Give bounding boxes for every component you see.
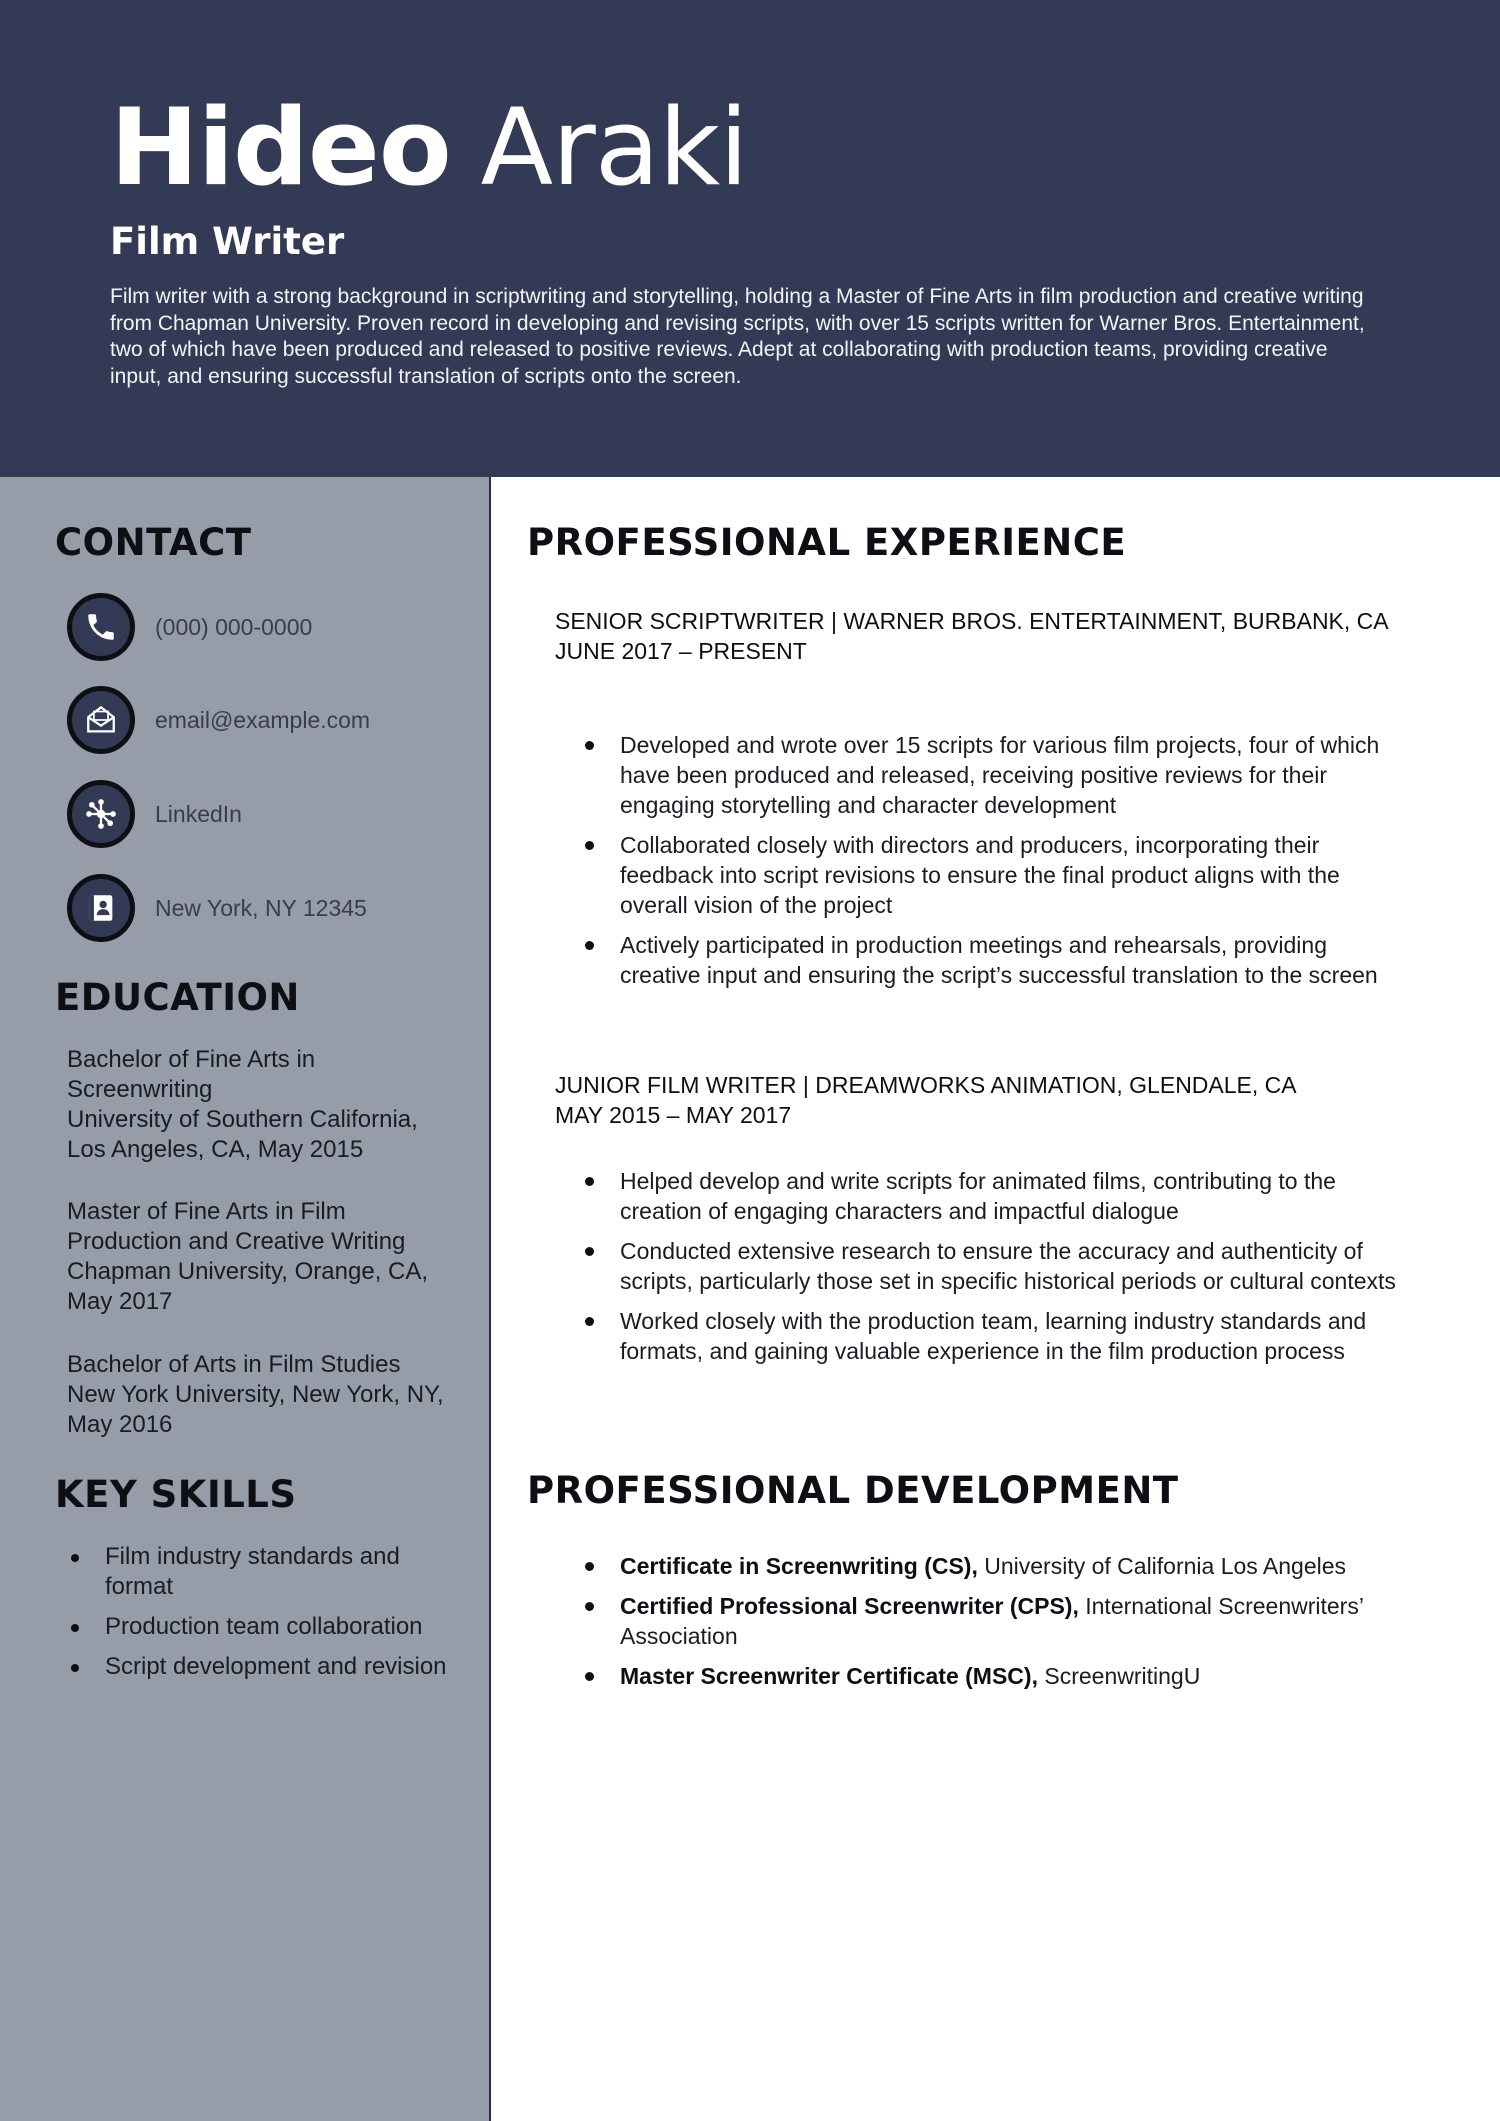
job-header	[555, 606, 1405, 666]
first-name: Hideo	[110, 86, 451, 209]
phone-icon	[67, 593, 135, 661]
address-book-icon	[67, 874, 135, 942]
certificate-org: ScreenwritingU	[1044, 1663, 1201, 1689]
candidate-name	[110, 88, 748, 208]
list-item: Worked closely with the production team, learning industry standards and formats, and gaining valuable experience in the film production process	[580, 1306, 1400, 1366]
list-item: Actively participated in production meetings and rehearsals, providing creative input and ensuring the script’s successful translation to the screen	[580, 930, 1400, 990]
list-item	[580, 1661, 1400, 1691]
list-item: Film industry standards and format	[67, 1542, 467, 1602]
certificate-org: University of California Los Angeles	[984, 1553, 1347, 1579]
certificate-org: International Screenwriters’ Association	[620, 1593, 1364, 1649]
certificate-name: Certificate in Screenwriting (CS),	[620, 1553, 978, 1579]
envelope-icon	[67, 686, 135, 754]
address: New York, NY 12345	[155, 895, 367, 921]
development-list	[580, 1551, 1400, 1701]
list-item	[580, 1591, 1400, 1651]
job-dates: JUNE 2017 – PRESENT	[555, 638, 807, 664]
phone-number: (000) 000-0000	[155, 614, 313, 640]
skills-heading: KEY SKILLS	[55, 1473, 297, 1516]
list-item: Helped develop and write scripts for animated films, contributing to the creation of engaging characters and impactful dialogue	[580, 1166, 1400, 1226]
job-header	[555, 1070, 1415, 1130]
degree: Master of Fine Arts in Film Production and Creative Writing	[67, 1198, 406, 1255]
job-title-line: SENIOR SCRIPTWRITER | WARNER BROS. ENTERTAINMENT, BURBANK, CA	[555, 608, 1389, 634]
skills-list	[67, 1542, 467, 1692]
contact-linkedin	[67, 780, 467, 850]
certificate-name: Certified Professional Screenwriter (CPS),	[620, 1593, 1079, 1619]
last-name: Araki	[480, 86, 748, 209]
development-heading: PROFESSIONAL DEVELOPMENT	[527, 1469, 1179, 1512]
network-icon	[67, 780, 135, 848]
column-divider	[489, 477, 491, 2121]
education-entry	[67, 1045, 457, 1165]
degree: Bachelor of Arts in Film Studies	[67, 1351, 401, 1378]
list-item: Script development and revision	[67, 1652, 467, 1682]
list-item: Production team collaboration	[67, 1612, 467, 1642]
contact-address	[67, 874, 467, 944]
resume-header	[0, 0, 1500, 477]
job-title: Film Writer	[110, 220, 345, 263]
job-dates: MAY 2015 – MAY 2017	[555, 1102, 792, 1128]
education-entry	[67, 1197, 457, 1317]
contact-phone	[67, 593, 467, 663]
school: Chapman University, Orange, CA, May 2017	[67, 1258, 429, 1315]
list-item: Conducted extensive research to ensure the accuracy and authenticity of scripts, particularly those set in specific historical periods or cultural contexts	[580, 1236, 1400, 1296]
list-item: Developed and wrote over 15 scripts for various film projects, four of which have been produced and released, receiving positive reviews for their engaging storytelling and character development	[580, 730, 1400, 820]
profile-summary: Film writer with a strong background in scriptwriting and storytelling, holding a Master of Fine Arts in film production and creative writing from Chapman University. Proven record in developing and revising scripts, with over 15 scripts written for Warner Bros. Entertainment, two of which have been produced and released to positive reviews. Adept at collaborating with production teams, providing creative input, and ensuring successful translation of scripts onto the screen.	[110, 285, 1365, 388]
job-bullets	[580, 1166, 1400, 1376]
email-address: email@example.com	[155, 707, 371, 733]
education-heading: EDUCATION	[55, 976, 300, 1019]
school: University of Southern California, Los Angeles, CA, May 2015	[67, 1106, 418, 1163]
degree: Bachelor of Fine Arts in Screenwriting	[67, 1046, 316, 1103]
education-entry	[67, 1350, 457, 1440]
job-bullets	[580, 730, 1400, 1000]
list-item	[580, 1551, 1400, 1581]
linkedin-link[interactable]: LinkedIn	[155, 801, 242, 827]
school: New York University, New York, NY, May 2016	[67, 1381, 444, 1438]
contact-heading: CONTACT	[55, 521, 252, 564]
experience-heading: PROFESSIONAL EXPERIENCE	[527, 521, 1127, 564]
contact-email	[67, 686, 467, 756]
job-title-line: JUNIOR FILM WRITER | DREAMWORKS ANIMATION, GLENDALE, CA	[555, 1072, 1297, 1098]
certificate-name: Master Screenwriter Certificate (MSC),	[620, 1663, 1038, 1689]
list-item: Collaborated closely with directors and producers, incorporating their feedback into script revisions to ensure the final product aligns with the overall vision of the project	[580, 830, 1400, 920]
